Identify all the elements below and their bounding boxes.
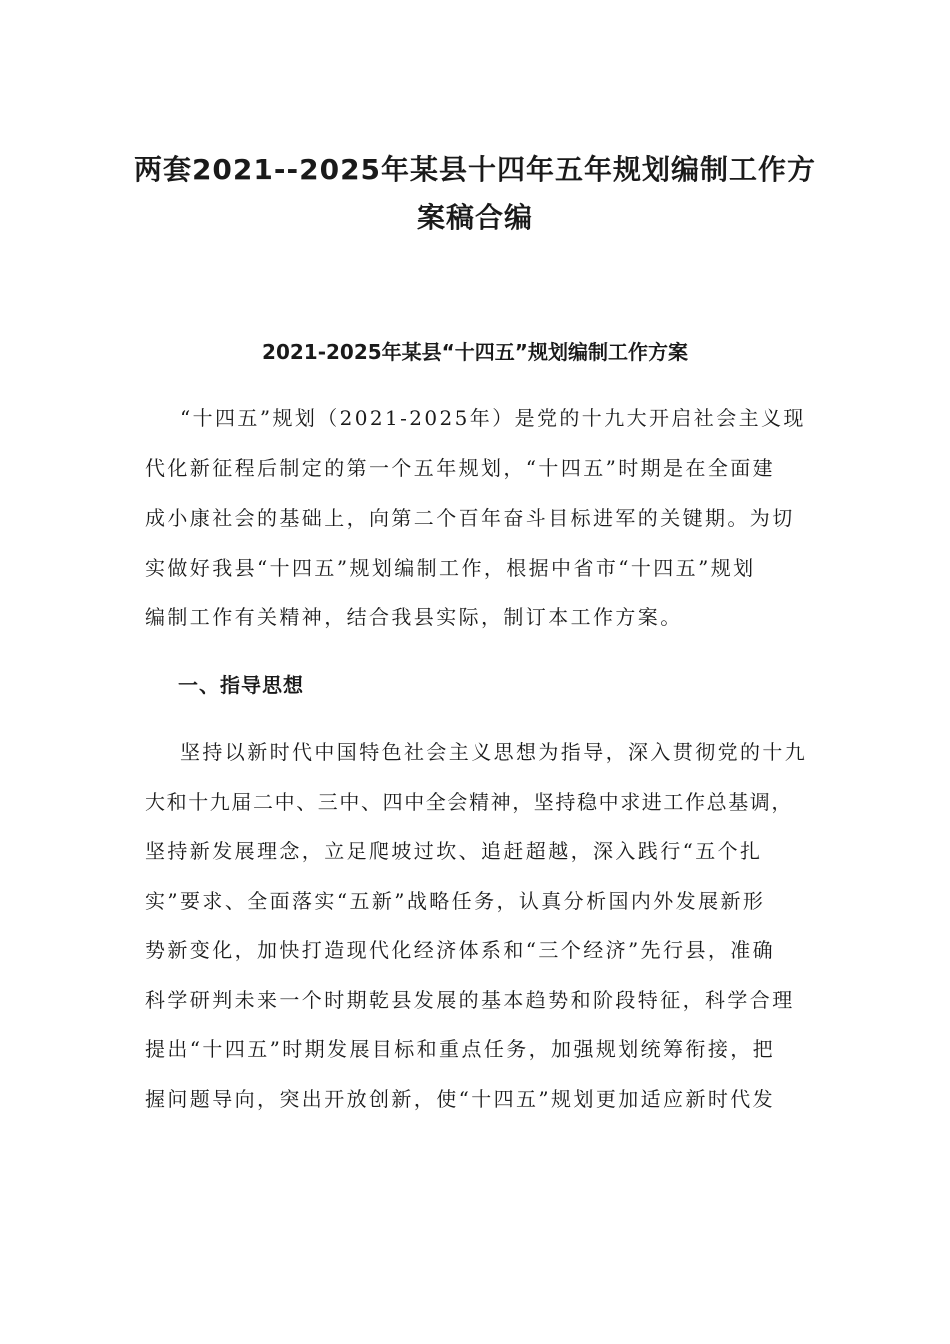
intro-line-2: 代化新征程后制定的第一个五年规划，“十四五”时期是在全面建 <box>145 456 776 480</box>
intro-line-5: 编制工作有关精神，结合我县实际，制订本工作方案。 <box>145 605 683 629</box>
intro-line-3: 成小康社会的基础上，向第二个百年奋斗目标进军的关键期。为切 <box>145 506 795 530</box>
section1-line-4: 实”要求、全面落实“五新”战略任务，认真分析国内外发展新形 <box>145 889 766 913</box>
section-subtitle: 2021-2025年某县“十四五”规划编制工作方案 <box>262 340 688 364</box>
section1-line-3: 坚持新发展理念，立足爬坡过坎、追赶超越，深入践行“五个扎 <box>145 839 763 863</box>
intro-line-4: 实做好我县“十四五”规划编制工作，根据中省市“十四五”规划 <box>145 556 756 580</box>
section1-line-8: 握问题导向，突出开放创新，使“十四五”规划更加适应新时代发 <box>145 1087 776 1111</box>
section1-line-5: 势新变化，加快打造现代化经济体系和“三个经济”先行县，准确 <box>145 938 776 962</box>
document-title <box>120 146 830 242</box>
document-title-line-2: 案稿合编 <box>416 201 533 234</box>
section1-line-1: 坚持以新时代中国特色社会主义思想为指导，深入贯彻党的十九 <box>180 740 808 764</box>
intro-line-1: “十四五”规划（2021-2025年）是党的十九大开启社会主义现 <box>180 406 806 430</box>
document-title-line-1: 两套2021--2025年某县十四年五年规划编制工作方 <box>133 153 817 186</box>
section1-line-6: 科学研判未来一个时期乾县发展的基本趋势和阶段特征，科学合理 <box>145 988 795 1012</box>
section-heading-guiding-thought: 一、指导思想 <box>178 673 304 697</box>
section1-line-2: 大和十九届二中、三中、四中全会精神，坚持稳中求进工作总基调， <box>145 790 793 814</box>
section1-line-7: 提出“十四五”时期发展目标和重点任务，加强规划统筹衔接，把 <box>145 1037 776 1061</box>
